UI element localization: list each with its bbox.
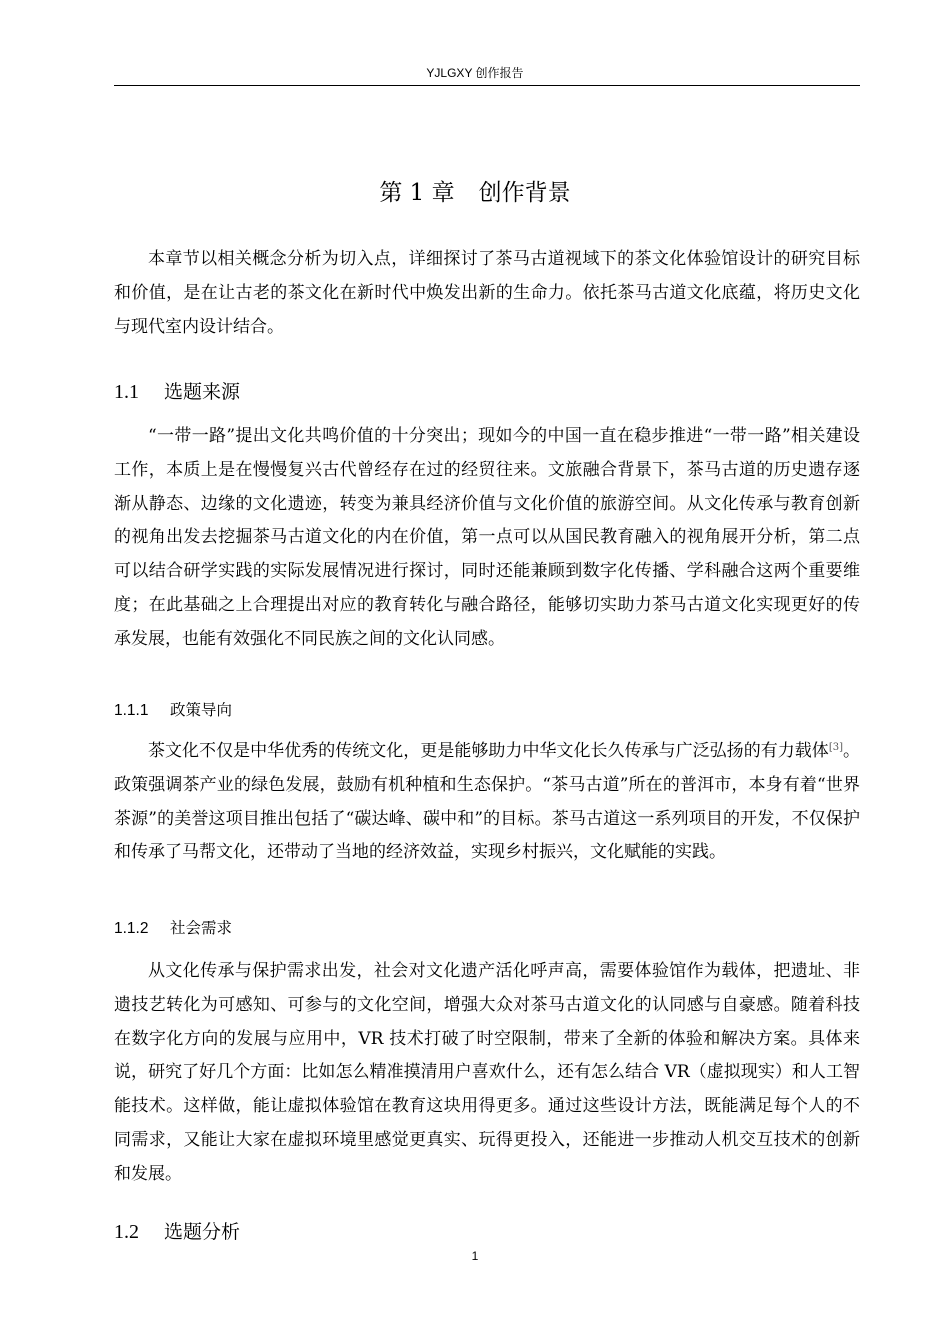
subsection-heading-1-1-1 — [114, 698, 232, 723]
section-heading-1-1 — [114, 378, 240, 406]
intro-paragraph: 本章节以相关概念分析为切入点，详细探讨了茶马古道视域下的茶文化体验馆设计的研究目标和价值，是在让古老的茶文化在新时代中焕发出新的生命力。依托茶马古道文化底蕴，将历史文化与现代室内设计结合。 — [114, 249, 860, 337]
chapter-label: 第 1 章 — [379, 180, 455, 206]
section-1-1-paragraph: “一带一路”提出文化共鸣价值的十分突出；现如今的中国一直在稳步推进“一带一路”相关建设工作，本质上是在慢慢复兴古代曾经存在过的经贸往来。文旅融合背景下，茶马古道的历史遗存逐渐从静态、边缘的文化遗迹，转变为兼具经济价值与文化价值的旅游空间。从文化传承与教育创新的视角出发去挖掘茶马古道文化的内在价值，第一点可以从国民教育融入的视角展开分析，第二点可以结合研学实践的实际发展情况进行探讨，同时还能兼顾到数字化传播、学科融合这两个重要维度；在此基础之上合理提出对应的教育转化与融合路径，能够切实助力茶马古道文化实现更好的传承发展，也能有效强化不同民族之间的文化认同感。 — [114, 426, 860, 649]
chapter-title: 创作背景 — [478, 180, 571, 206]
paragraph-text: 。政策强调茶产业的绿色发展，鼓励有机种植和生态保护。“茶马古道”所在的普洱市，本身有着“世界茶源”的美誉这项目推出包括了“碳达峰、碳中和”的目标。茶马古道这一系列项目的开发，不仅保护和传承了马帮文化，还带动了当地的经济效益，实现乡村振兴，文化赋能的实践。 — [114, 741, 861, 863]
subsection-title: 社会需求 — [170, 919, 233, 937]
chapter-heading — [0, 176, 950, 210]
section-1-1-1-paragraph — [114, 735, 860, 870]
running-header: YJLGXY 创作报告 — [426, 66, 524, 80]
page-number: 1 — [471, 1249, 479, 1263]
citation-reference[interactable]: [3] — [828, 742, 843, 753]
header-divider — [114, 85, 860, 86]
section-number: 1.1 — [114, 381, 139, 403]
section-1-1-2-paragraph: 从文化传承与保护需求出发，社会对文化遗产活化呼声高，需要体验馆作为载体，把遗址、非遗技艺转化为可感知、可参与的文化空间，增强大众对茶马古道文化的认同感与自豪感。随着科技在数字化方向的发展与应用中，VR 技术打破了时空限制，带来了全新的体验和解决方案。具体来说，研究了好几个方面：比如怎么精准摸清用户喜欢什么，还有怎么结合 VR（虚拟现实）和人工智能技术。这样做，能让虚拟体验馆在教育这块用得更多。通过这些设计方法，既能满足每个人的不同需求，又能让大家在虚拟环境里感觉更真实、玩得更投入，还能进一步推动人机交互技术的创新和发展。 — [114, 961, 860, 1184]
section-number: 1.2 — [114, 1221, 139, 1243]
subsection-title: 政策导向 — [170, 701, 233, 719]
section-heading-1-2 — [114, 1218, 240, 1246]
section-title: 选题来源 — [164, 381, 241, 403]
subsection-number: 1.1.2 — [114, 920, 149, 937]
subsection-number: 1.1.1 — [114, 702, 149, 719]
paragraph-text: 茶文化不仅是中华优秀的传统文化，更是能够助力中华文化长久传承与广泛弘扬的有力载体 — [148, 741, 829, 761]
subsection-heading-1-1-2 — [114, 916, 232, 941]
section-title: 选题分析 — [164, 1221, 241, 1243]
